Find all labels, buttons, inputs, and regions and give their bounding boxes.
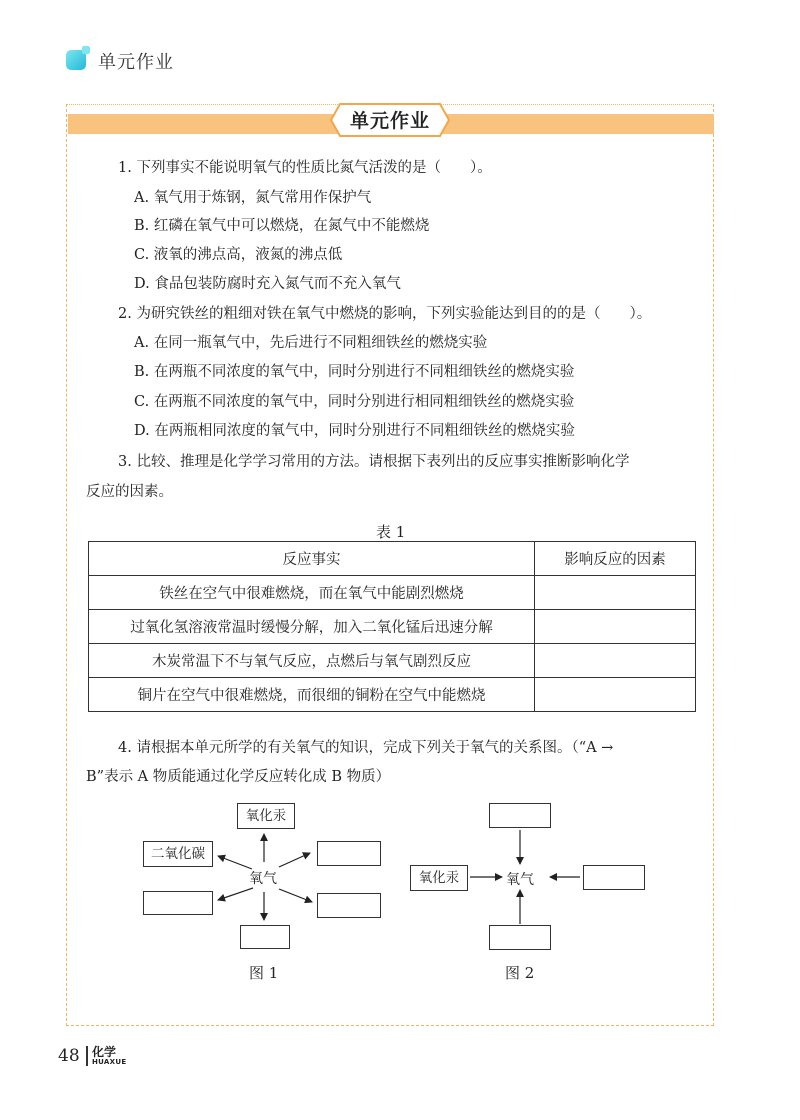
table-cell-fact: 木炭常温下不与氧气反应，点燃后与氧气剧烈反应 <box>89 644 535 678</box>
fig1-arrow-upright <box>279 853 310 867</box>
q4-line-1: 4. 请根据本单元所学的有关氧气的知识，完成下列关于氧气的关系图。（“A → <box>118 740 614 756</box>
q3-line-1: 3. 比较、推理是化学学习常用的方法。请根据下表列出的反应事实推断影响化学 <box>118 454 630 470</box>
fig1-center-oxygen: 氧气 <box>249 871 277 887</box>
fig1-box-left: 二氧化碳 <box>143 841 213 867</box>
q1-option-b: B. 红磷在氧气中可以燃烧，在氮气中不能燃烧 <box>134 218 430 234</box>
fig1-caption: 图 1 <box>249 964 279 982</box>
section-header-title: 单元作业 <box>98 52 174 73</box>
q4-line-2: B”表示 A 物质能通过化学反应转化成 B 物质） <box>86 769 391 785</box>
q1-stem: 1. 下列事实不能说明氧气的性质比氮气活泼的是（ ）。 <box>118 160 492 176</box>
page-number: 48 <box>58 1046 80 1066</box>
table-caption: 表 1 <box>376 523 406 541</box>
fig1-blank-lower-left[interactable] <box>143 891 213 915</box>
q2-stem: 2. 为研究铁丝的粗细对铁在氧气中燃烧的影响，下列实验能达到目的的是（ ）。 <box>118 306 652 322</box>
table-header-fact: 反应事实 <box>89 542 535 576</box>
fig1-arrow-lowright <box>279 889 312 902</box>
fig2-caption: 图 2 <box>505 964 535 982</box>
fig1-blank-bottom[interactable] <box>240 925 290 949</box>
subject-pinyin: HUAXUE <box>92 1058 127 1066</box>
table-header-factor: 影响反应的因素 <box>535 542 696 576</box>
fig2-box-left: 氧化汞 <box>410 865 468 891</box>
fig2-blank-right[interactable] <box>583 865 645 890</box>
q2-option-a: A. 在同一瓶氧气中，先后进行不同粗细铁丝的燃烧实验 <box>134 335 488 351</box>
q2-option-c: C. 在两瓶不同浓度的氧气中，同时分别进行相同粗细铁丝的燃烧实验 <box>134 394 575 410</box>
q2-option-d: D. 在两瓶相同浓度的氧气中，同时分别进行不同粗细铁丝的燃烧实验 <box>134 423 575 439</box>
subject-label: 化学 <box>92 1045 117 1059</box>
fig1-arrow-lowleft <box>218 888 253 900</box>
table-cell-fact: 铜片在空气中很难燃烧，而很细的铜粉在空气中能燃烧 <box>89 678 535 712</box>
fig2-center-oxygen: 氧气 <box>506 872 534 888</box>
fig1-blank-lower-right[interactable] <box>317 893 381 918</box>
banner-title: 单元作业 <box>349 110 430 132</box>
q1-option-c: C. 液氧的沸点高，液氮的沸点低 <box>134 247 343 263</box>
q1-option-d: D. 食品包装防腐时充入氮气而不充入氧气 <box>134 276 401 292</box>
q2-option-b: B. 在两瓶不同浓度的氧气中，同时分别进行不同粗细铁丝的燃烧实验 <box>134 364 575 380</box>
table-cell-fact: 过氧化氢溶液常温时缓慢分解，加入二氧化锰后迅速分解 <box>89 610 535 644</box>
fig2-blank-bottom[interactable] <box>489 925 551 950</box>
page-divider <box>86 1046 88 1066</box>
q1-option-a: A. 氧气用于炼钢，氮气常用作保护气 <box>134 190 372 206</box>
fig1-blank-upper-right[interactable] <box>317 841 381 866</box>
table-cell-fact: 铁丝在空气中很难燃烧，而在氧气中能剧烈燃烧 <box>89 576 535 610</box>
fig1-arrow-left <box>218 856 252 869</box>
fig1-box-top: 氧化汞 <box>237 803 295 829</box>
fig2-blank-top[interactable] <box>489 803 551 828</box>
q3-line-2: 反应的因素。 <box>86 484 173 500</box>
